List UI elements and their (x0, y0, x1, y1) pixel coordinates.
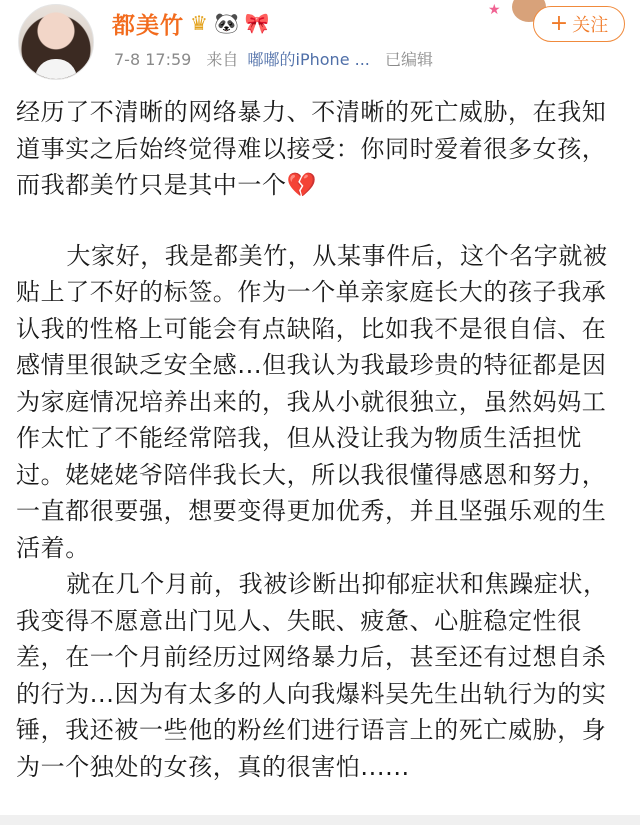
post-meta (114, 47, 443, 70)
bow-icon: 🎀 (244, 11, 270, 35)
user-name-row (112, 6, 270, 40)
post-paragraph-1-text: 经历了不清晰的网络暴力、不清晰的死亡威胁，在我知道事实之后始终觉得难以接受：你同时爱着很多女孩，而我都美竹只是其中一个 (16, 98, 607, 199)
post-header (0, 0, 640, 88)
follow-button[interactable] (533, 6, 625, 42)
follow-label: 关注 (572, 15, 609, 36)
post-paragraph-1 (16, 94, 626, 204)
crown-icon: ♛ (190, 11, 208, 35)
post-time: 7-8 17:59 (114, 50, 192, 69)
post-paragraph-2: 大家好，我是都美竹，从某事件后，这个名字就被贴上了不好的标签。作为一个单亲家庭长大的孩子我承认我的性格上可能会有点缺陷，比如我不是很自信、在感情里很缺乏安全感...但我认为我最珍贵的特征都是因为家庭情况培养出来的，我从小就很独立，虽然妈妈工作太忙了不能经常陪我，但从没让我为物质生活担忧过。姥姥姥爷陪伴我长大，所以我很懂得感恩和努力，一直都很要强，想要变得更加优秀，并且坚强乐观的生活着。 (16, 241, 608, 562)
source-prefix: 来自 (206, 50, 239, 69)
post-body (16, 94, 626, 785)
paragraph-spacer (16, 204, 626, 238)
star-icon: ★ (488, 2, 501, 18)
post-paragraph-3: 就在几个月前，我被诊断出抑郁症状和焦躁症状，我变得不愿意出门见人、失眠、疲惫、心脏稳定性很差，在一个月前经历过网络暴力后，甚至还有过想自杀的行为...因为有太多的人向我爆料吴先生出轨行为的实锤，我还被一些他的粉丝们进行语言上的死亡威胁，身为一个独处的女孩，真的很害怕...... (16, 570, 608, 781)
bottom-divider (0, 815, 640, 825)
post-source-link[interactable]: 嘟嘟的iPhone ... (247, 50, 370, 69)
plus-icon: + (549, 11, 569, 36)
user-name[interactable]: 都美竹 (112, 12, 184, 39)
panda-icon: 🐼 (213, 11, 239, 35)
edited-label[interactable]: 已编辑 (384, 50, 433, 69)
broken-heart-icon: 💔 (286, 171, 318, 199)
user-avatar[interactable] (18, 4, 94, 80)
